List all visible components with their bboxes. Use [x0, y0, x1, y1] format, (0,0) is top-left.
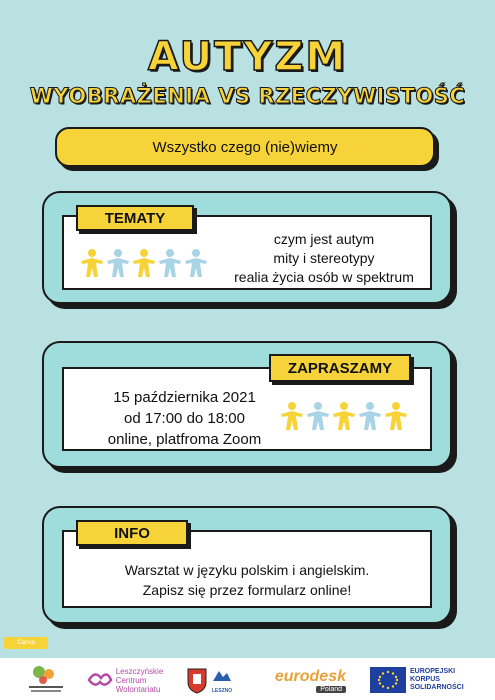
invite-label: ZAPRASZAMY: [269, 354, 411, 382]
esc-line: EUROPEJSKI: [410, 668, 456, 675]
info-label: INFO: [76, 520, 188, 546]
topic-item: czym jest autym: [273, 231, 375, 247]
event-date: 15 października 2021: [113, 389, 256, 406]
topics-label: TEMATY: [76, 205, 194, 231]
people-chain-topics-icon: [80, 248, 208, 278]
eurodesk-country: Poland: [316, 686, 346, 693]
fundacja-logo: [20, 662, 72, 696]
page-title: AUTYZM: [147, 34, 348, 80]
esc-line: SOLIDARNOŚCI: [410, 684, 464, 691]
sponsor-footer: [0, 658, 495, 700]
leszno-mark-icon: [211, 669, 233, 683]
info-panel: [42, 506, 452, 624]
topics-panel: [42, 191, 452, 304]
eu-flag-icon: [370, 667, 406, 693]
topic-item: realia życia osób w spektrum: [234, 269, 414, 285]
leszno-logo: [184, 666, 236, 696]
tagline-banner: [55, 127, 435, 167]
eurodesk-text: eurodesk: [274, 667, 346, 685]
esc-line: KORPUS: [410, 676, 440, 683]
canva-badge: Canva: [4, 637, 48, 649]
hands-icon: [87, 668, 113, 692]
event-place: online, platfroma Zoom: [107, 431, 262, 448]
leszno-text: LESZNO: [211, 687, 233, 694]
european-solidarity-corps-logo: [370, 664, 480, 696]
topics-list: [224, 230, 424, 287]
invite-panel: [42, 341, 452, 468]
event-details: [92, 387, 277, 450]
eurodesk-logo: [262, 664, 346, 696]
info-line: Warsztat w języku polskim i angielskim.: [124, 562, 370, 578]
fundacja-emblem-icon: [21, 662, 71, 696]
people-chain-invite-icon: [280, 401, 408, 431]
event-time: od 17:00 do 18:00: [124, 410, 245, 427]
centrum-line: Wolontariatu: [115, 684, 161, 694]
coat-of-arms-icon: [187, 668, 207, 694]
info-text: [72, 560, 422, 600]
page-subtitle: WYOBRAŻENIA VS RZECZYWISTOŚĆ: [29, 84, 466, 108]
centrum-line: Leszczyńskie: [115, 666, 164, 676]
centrum-line: Centrum: [115, 675, 147, 685]
leszczynskie-centrum-logo: [82, 666, 168, 694]
tagline-text: Wszystko czego (nie)wiemy: [152, 138, 338, 156]
topic-item: mity i stereotypy: [273, 250, 375, 266]
info-line: Zapisz się przez formularz online!: [142, 582, 352, 598]
